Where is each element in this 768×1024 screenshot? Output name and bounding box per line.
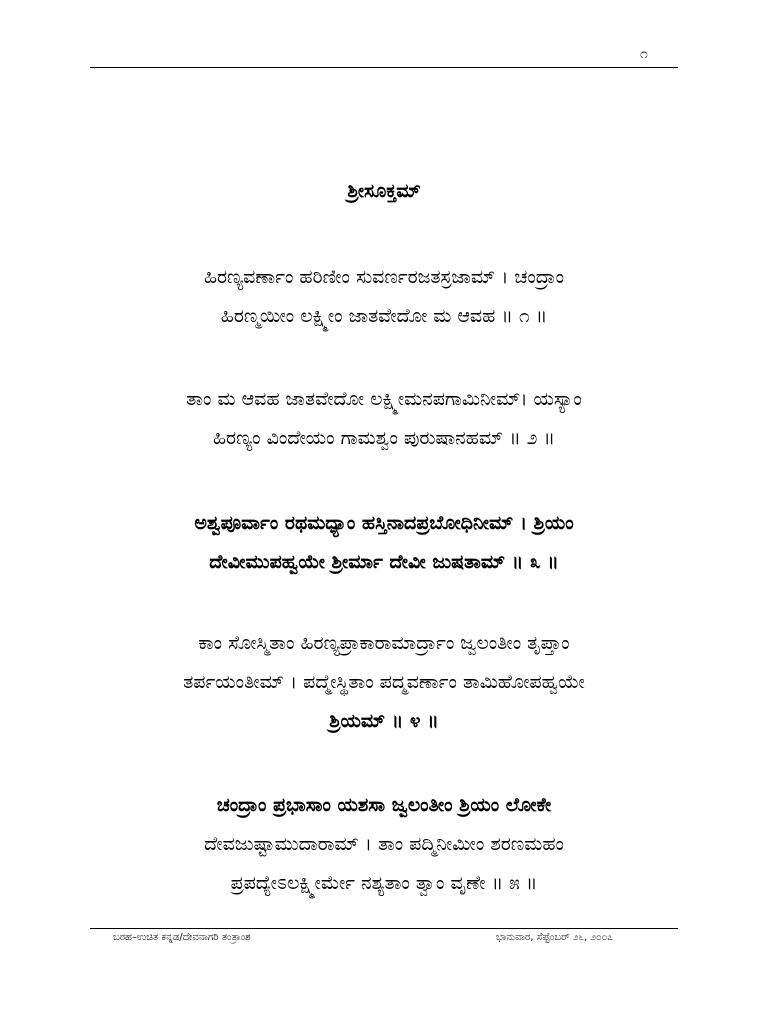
verse-line: ಹಿರಣ್ಯವರ್ಣಾಂ ಹರಿಣೀಂ ಸುವರ್ಣರಜತಸ್ರಜಾಮ್ । ಚಂದ್ರಾಂ: [203, 266, 565, 288]
document-title: ಶ್ರೀಸೂಕ್ತಮ್: [347, 180, 421, 202]
verse-3: [90, 504, 678, 582]
verse-4: [90, 624, 678, 741]
footer-left-text: ಬರಹ–ಉಚಿತ ಕನ್ನಡ/ದೇವನಾಗರಿ ತಂತ್ರಾಂಶ: [113, 932, 251, 943]
verse-line: ಹಿರಣ್ಮಯೀಂ ಲಕ್ಷ್ಮೀಂ ಜಾತವೇದೋ ಮ ಆವಹ ॥ ೧ ॥: [220, 305, 548, 327]
verse-2: [90, 380, 678, 458]
verse-1: [90, 258, 678, 336]
page-number: ೧: [640, 46, 648, 62]
verse-5: [90, 786, 678, 903]
verse-line: ಶ್ರಿಯಮ್ ॥ ೪ ॥: [329, 710, 439, 732]
verse-line: ದೇವೀಮುಪಹ್ವಯೇ ಶ್ರೀರ್ಮಾ ದೇವೀ ಜುಷತಾಮ್ ॥ ೩ ॥: [209, 551, 559, 573]
verse-line: ತಾಂ ಮ ಆವಹ ಜಾತವೇದೋ ಲಕ್ಷ್ಮೀಮನಪಗಾಮಿನೀಮ್। ಯಸ್ಯಾಂ: [186, 388, 582, 410]
verse-line: ಕಾಂ ಸೋಸ್ಮಿತಾಂ ಹಿರಣ್ಯಪ್ರಾಕಾರಾಮಾರ್ದ್ರಾಂ ಜ್ವಲಂತೀಂ ತೃಪ್ತಾಂ: [198, 632, 570, 654]
verse-line: ತರ್ಪಯಂತೀಮ್ । ಪದ್ಮೇಸ್ಥಿತಾಂ ಪದ್ಮವರ್ಣಾಂ ತಾಮಿಹೋಪಹ್ವಯೇ: [183, 671, 585, 693]
header-rule: [90, 67, 678, 68]
verse-line: ಚಂದ್ರಾಂ ಪ್ರಭಾಸಾಂ ಯಶಸಾ ಜ್ವಲಂತೀಂ ಶ್ರಿಯಂ ಲೋಕೇ: [216, 794, 552, 816]
footer-right-text: ಭಾನುವಾರ, ಸೆಪ್ಟೆಂಬರ್ ೨೬, ೨೦೦೭: [496, 932, 613, 943]
verse-line: ಅಶ್ವಪೂರ್ವಾಂ ರಥಮಧ್ಯಾಂ ಹಸ್ತಿನಾದಪ್ರಬೋಧಿನೀಮ್ । ಶ್ರಿಯಂ: [194, 512, 574, 534]
verse-line: ಹಿರಣ್ಯಂ ವಿಂದೇಯಂ ಗಾಮಶ್ವಂ ಪುರುಷಾನಹಮ್ ॥ ೨ ॥: [212, 427, 556, 449]
verse-line: ಪ್ರಪದ್ಯೇಽಲಕ್ಷ್ಮೀರ್ಮೇ ನಶ್ಯತಾಂ ತ್ವಾಂ ವೃಣೇ ॥ ೫ ॥: [230, 872, 538, 894]
verse-line: ದೇವಜುಷ್ಟಾಮುದಾರಾಮ್ । ತಾಂ ಪದ್ಮಿನೀಮೀಂ ಶರಣಮಹಂ: [204, 833, 564, 855]
footer-rule: [90, 928, 678, 929]
